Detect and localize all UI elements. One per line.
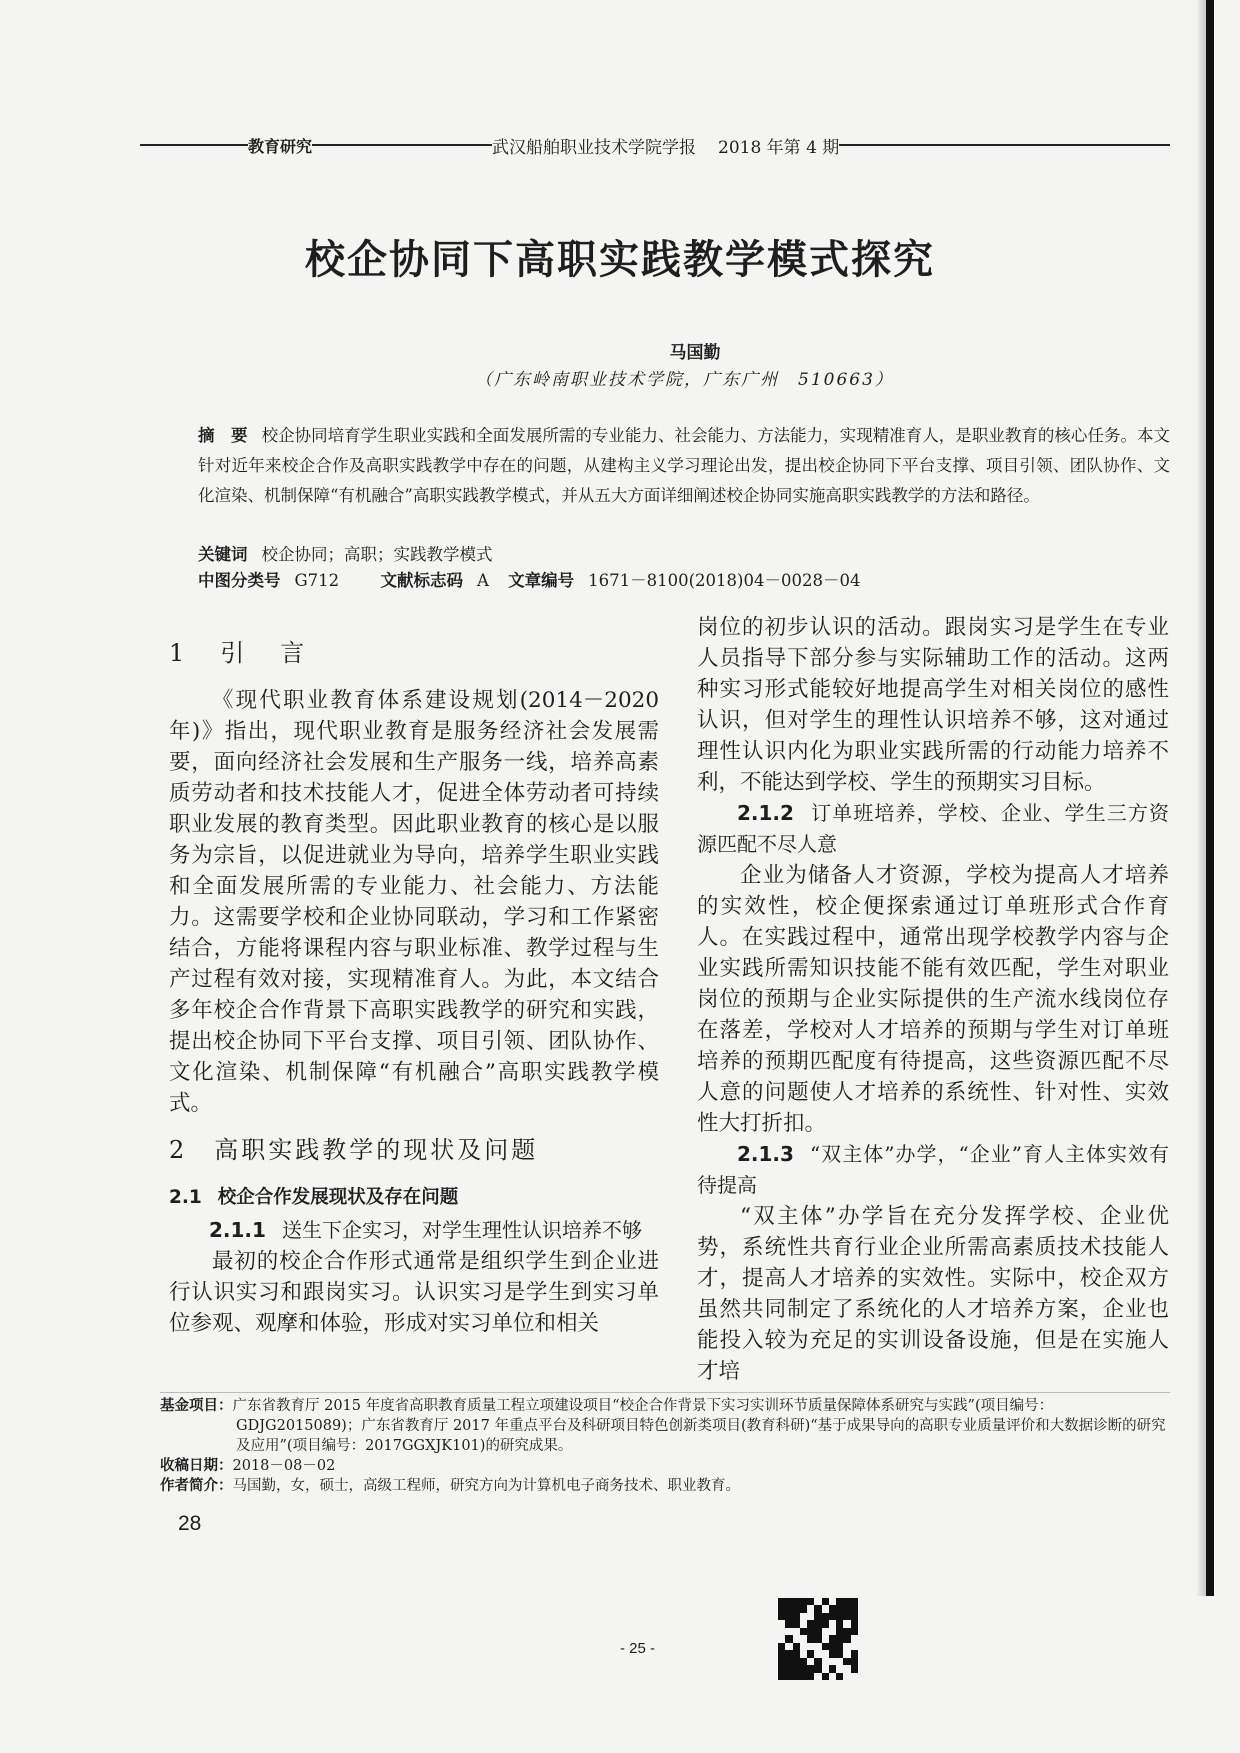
- qr-code-icon: [778, 1598, 858, 1680]
- running-header: [140, 130, 1170, 160]
- paragraph: “双主体”办学旨在充分发挥学校、企业优势，系统性共育行业企业所需高素质技术技能人才，提高人才培养的实效性。实际中，校企双方虽然共同制定了系统化的人才培养方案，企业也能投入较为充足的实训设备设施，但是在实施人才培: [697, 1204, 1169, 1384]
- article-no-value: 1671－8100(2018)04－0028－04: [588, 571, 861, 590]
- pdf-page-number: - 25 -: [620, 1640, 656, 1657]
- doc-code-label: 文献标志码: [380, 571, 463, 590]
- subsubsection-title: 订单班培养，学校、企业、学生三方资源匹配不尽人意: [697, 801, 1169, 856]
- fund-text: 广东省教育厅 2015 年度省高职教育质量工程立项建设项目“校企合作背景下实习实训环节质量保障体系研究与实践”(项目编号：GDJG2015089)；广东省教育厅 2017 年重点平台及科研项目特色创新类项目(教育科研)“基于成果导向的高职专业质量评价和大数据诊断的研究及应用”(项目编号：2017GGXJK101)的研究成果。: [232, 1398, 1166, 1454]
- subsection-title: 校企合作发展现状及存在问题: [217, 1187, 459, 1208]
- keywords-text: 校企协同；高职；实践教学模式: [261, 545, 493, 564]
- affiliation: （广东岭南职业技术学院，广东广州 510663）: [475, 370, 894, 390]
- keywords-label: 关键词: [198, 545, 248, 564]
- subsubsection-number: 2.1.2: [737, 801, 794, 825]
- fund-note: [160, 1396, 1170, 1456]
- journal-page-number: 28: [178, 1512, 202, 1535]
- author-bio: [160, 1476, 1170, 1496]
- keywords: [198, 541, 493, 565]
- bio-label: 作者简介：: [160, 1478, 233, 1494]
- date-text: 2018－08－02: [232, 1458, 336, 1474]
- received-date: [160, 1456, 1170, 1476]
- author: 马国勤: [669, 343, 721, 363]
- clc-label: 中图分类号: [198, 571, 281, 590]
- section-heading-1: 1 引 言: [169, 639, 311, 667]
- subsection-number: 2.1: [169, 1187, 202, 1208]
- bio-text: 马国勤，女，硕士，高级工程师，研究方向为计算机电子商务技术、职业教育。: [232, 1478, 740, 1494]
- date-label: 收稿日期：: [160, 1458, 233, 1474]
- abstract: [198, 421, 1170, 511]
- header-issue: 2018 年第 4 期: [718, 137, 840, 158]
- left-column: [169, 624, 659, 1339]
- clc-value: G712: [294, 571, 340, 590]
- subsubsection-heading: [169, 1215, 659, 1246]
- right-column: [697, 612, 1169, 1387]
- subsubsection-heading: [697, 798, 1169, 860]
- section-heading-2: 2 高职实践教学的现状及问题: [169, 1136, 539, 1164]
- footnotes: [160, 1396, 1170, 1496]
- subsubsection-number: 2.1.3: [737, 1142, 794, 1166]
- article-no-label: 文章编号: [508, 571, 575, 590]
- footnote-rule: [160, 1392, 1170, 1393]
- classification-line: [198, 567, 874, 591]
- header-journal: 武汉船舶职业技术学院学报: [492, 137, 697, 158]
- subsubsection-title: 送生下企实习，对学生理性认识培养不够: [281, 1218, 642, 1242]
- subsubsection-title: “双主体”办学，“企业”育人主体实效有待提高: [697, 1142, 1169, 1197]
- paragraph: 企业为储备人才资源，学校为提高人才培养的实效性，校企便探索通过订单班形式合作育人。在实践过程中，通常出现学校教学内容与企业实践所需知识技能不能有效匹配，学生对职业岗位的预期与企业实际提供的生产流水线岗位存在落差，学校对人才培养的预期与学生对订单班培养的预期匹配度有待提高，这些资源匹配不尽人意的问题使人才培养的系统性、针对性、实效性大打折扣。: [697, 863, 1169, 1136]
- subsubsection-heading: [697, 1139, 1169, 1201]
- doc-code-value: A: [476, 571, 489, 590]
- fund-label: 基金项目：: [160, 1398, 233, 1414]
- header-section: 教育研究: [248, 136, 313, 156]
- paragraph: 最初的校企合作形式通常是组织学生到企业进行认识实习和跟岗实习。认识实习是学生到实习单位参观、观摩和体验，形成对实习单位和相关: [169, 1249, 659, 1336]
- abstract-text: 校企协同培育学生职业实践和全面发展所需的专业能力、社会能力、方法能力，实现精准育人，是职业教育的核心任务。本文针对近年来校企合作及高职实践教学中存在的问题，从建构主义学习理论出发，提出校企协同下平台支撑、项目引领、团队协作、文化渲染、机制保障“有机融合”高职实践教学模式，并从五大方面详细阐述校企协同实施高职实践教学的方法和路径。: [198, 426, 1171, 505]
- paper-title: 校企协同下高职实践教学模式探究: [305, 237, 935, 283]
- paragraph: 岗位的初步认识的活动。跟岗实习是学生在专业人员指导下部分参与实际辅助工作的活动。这两种实习形式能较好地提高学生对相关岗位的感性认识，但对学生的理性认识培养不够，这对通过理性认识内化为职业实践所需的行动能力培养不利，不能达到学校、学生的预期实习目标。: [697, 615, 1169, 795]
- subsubsection-number: 2.1.1: [209, 1218, 266, 1242]
- subsection-heading: [169, 1182, 659, 1213]
- abstract-label: 摘 要: [198, 426, 248, 445]
- paragraph: 《现代职业教育体系建设规划(2014－2020年)》指出，现代职业教育是服务经济社会发展需要，面向经济社会发展和生产服务一线，培养高素质劳动者和技术技能人才，促进全体劳动者可持续职业发展的教育类型。因此职业教育的核心是以服务为宗旨，以促进就业为导向，培养学生职业实践和全面发展所需的专业能力、社会能力、方法能力。这需要学校和企业协同联动，学习和工作紧密结合，方能将课程内容与职业标准、教学过程与生产过程有效对接，实现精准育人。为此，本文结合多年校企合作背景下高职实践教学的研究和实践，提出校企协同下平台支撑、项目引领、团队协作、文化渲染、机制保障“有机融合”高职实践教学模式。: [169, 688, 659, 1116]
